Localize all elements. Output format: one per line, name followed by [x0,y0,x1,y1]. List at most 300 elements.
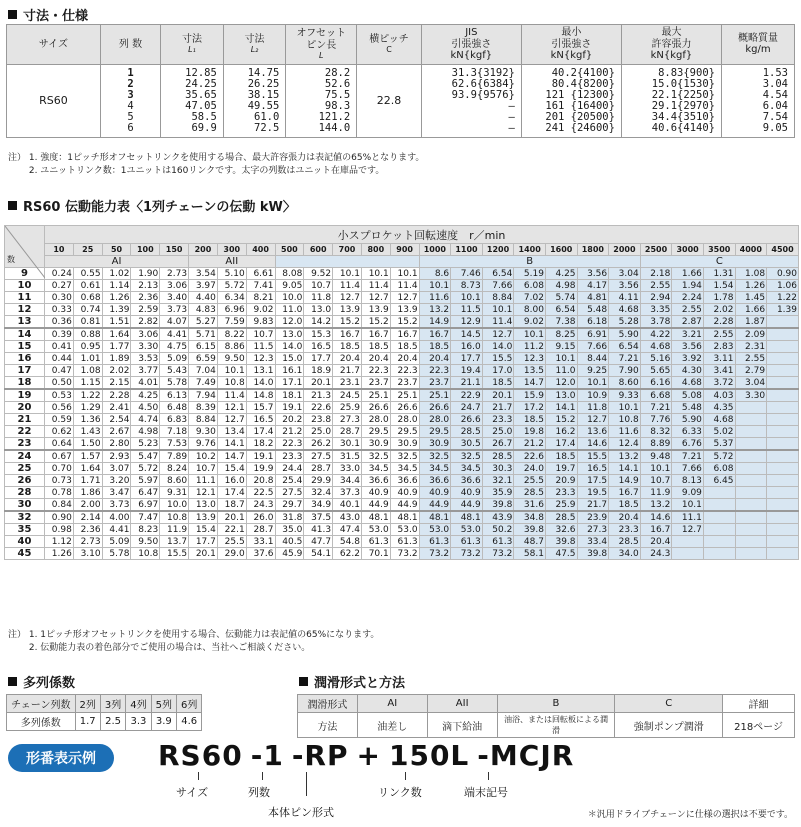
spec-l1-list [161,64,224,137]
capacity-value: 15.5 [160,548,189,560]
label-links: リンク数 [378,786,422,799]
capacity-value: 23.7 [361,377,390,390]
capacity-value: 22.3 [275,438,304,451]
capacity-value: 10.1 [640,463,672,475]
rpm-header: 300 [217,244,246,256]
spec-mass-value: 1.53 [762,66,788,79]
spec-mass-value: 9.05 [762,121,788,134]
capacity-value: 12.7 [482,328,514,341]
capacity-value: 3.54 [189,268,218,280]
capacity-value: 22.3 [390,365,419,377]
spec-max-value: 8.83{900} [658,66,715,79]
capacity-value: 16.0 [451,341,483,353]
capacity-value: 37.3 [333,487,362,499]
capacity-value: 6.33 [672,426,704,438]
capacity-value: 3.41 [703,365,735,377]
capacity-value: 18.5 [609,499,641,512]
capacity-value: 15.9 [514,389,546,402]
capacity-value: 2.09 [735,328,767,341]
spec-rows-list [100,64,160,137]
spec-max-value: 22.1{2250} [651,88,715,101]
capacity-value: 13.2 [640,499,672,512]
tooth-count: 18 [5,377,45,390]
capacity-value: 7.41 [246,280,275,292]
capacity-value: 0.27 [45,280,74,292]
col-mass: 概略質量 kg/m [721,25,794,65]
capacity-value: 0.55 [73,268,102,280]
rpm-header: 150 [160,244,189,256]
capacity-value: 20.1 [304,377,333,390]
capacity-row [5,426,799,438]
square-bullet-icon [8,10,17,19]
capacity-value: 73.2 [390,548,419,560]
spec-mass-list [721,64,794,137]
capacity-value: 10.1 [482,304,514,316]
capacity-value: 8.22 [217,328,246,341]
capacity-value: 1.66 [672,268,704,280]
capacity-value: 7.21 [609,353,641,365]
spec-jis-value: — [508,110,515,123]
capacity-value: 14.2 [304,316,333,329]
capacity-value: 29.5 [361,426,390,438]
col-dim2: 寸法 L₂ [223,25,286,65]
spec-l1-value: 69.9 [191,121,217,134]
model-code [158,739,574,772]
lubrication-table: 潤滑形式 AI AII B C 詳細 方法 油差し 滴下給油 油浴、または回転板による潤滑 強制ポンプ潤滑 218ページ [297,694,795,738]
capacity-value: 0.98 [45,524,74,536]
capacity-value: 30.9 [361,438,390,451]
col-min: 最小 引張強さ kN{kgf} [521,25,621,65]
capacity-value: 4.75 [160,341,189,353]
capacity-value: 2.36 [131,292,160,304]
capacity-value: 13.0 [189,499,218,512]
capacity-value: 18.5 [545,450,577,463]
capacity-value: 19.8 [514,426,546,438]
capacity-value [767,402,799,414]
capacity-value: 54.1 [304,548,333,560]
rpm-header: 100 [131,244,160,256]
capacity-value: 27.5 [304,450,333,463]
capacity-value: 37.5 [304,511,333,524]
model-part-pin: -RP [291,739,349,772]
capacity-value: 0.73 [45,475,74,487]
capacity-value: 14.6 [640,511,672,524]
capacity-value: 2.55 [640,280,672,292]
capacity-value: 40.5 [275,536,304,548]
spec-l2-value: 61.0 [254,110,280,123]
spec-min-list [521,64,621,137]
capacity-value: 9.76 [189,438,218,451]
rpm-header: 900 [390,244,419,256]
capacity-value: 5.78 [160,377,189,390]
capacity-value: 24.3 [246,499,275,512]
capacity-value: 13.1 [246,365,275,377]
capacity-value: 2.18 [640,268,672,280]
rpm-header: 800 [361,244,390,256]
capacity-value: 17.7 [451,353,483,365]
capacity-value: 4.22 [640,328,672,341]
rpm-header: 600 [304,244,333,256]
capacity-value: 2.55 [703,328,735,341]
capacity-value: 34.9 [304,499,333,512]
capacity-value: 36.6 [419,475,451,487]
capacity-value: 6.91 [577,328,609,341]
capacity-value: 0.36 [45,316,74,329]
capacity-value: 4.07 [160,316,189,329]
capacity-value: 31.6 [514,499,546,512]
capacity-value: 8.44 [577,353,609,365]
capacity-value: 8.25 [545,328,577,341]
capacity-value [767,463,799,475]
capacity-value: 2.14 [73,511,102,524]
capacity-value: 5.08 [672,389,704,402]
spec-note-1: 注） 1. 強度：1ピッチ形オフセットリンクを使用する場合、最大許容張力は表記値の65%となります。 [8,153,425,163]
capacity-value: 35.0 [275,524,304,536]
capacity-value: 0.41 [45,341,74,353]
capacity-value: 13.0 [304,304,333,316]
capacity-value: 48.1 [451,511,483,524]
capacity-value: 7.89 [160,450,189,463]
capacity-value: 1.31 [703,268,735,280]
rpm-header: 1200 [482,244,514,256]
capacity-value: 0.24 [45,268,74,280]
capacity-value: 13.0 [275,328,304,341]
rpm-header: 25 [73,244,102,256]
capacity-value: 30.3 [482,463,514,475]
capacity-value: 6.59 [189,353,218,365]
capacity-value: 18.7 [217,499,246,512]
model-part-end: -MCJR [477,739,575,772]
capacity-notes [8,629,379,655]
capacity-value: 3.56 [672,341,704,353]
capacity-value: 36.6 [451,475,483,487]
capacity-value: 9.83 [246,316,275,329]
capacity-value: 34.5 [419,463,451,475]
capacity-value: 3.92 [672,353,704,365]
capacity-value: 5.72 [217,280,246,292]
lubrication-group-header: AI [45,256,189,268]
capacity-value: 16.0 [217,475,246,487]
capacity-value: 47.7 [304,536,333,548]
spec-l2-value: 72.5 [254,121,280,134]
capacity-value: 43.9 [482,511,514,524]
capacity-value: 6.08 [703,463,735,475]
capacity-value: 16.5 [577,463,609,475]
capacity-value: 7.90 [609,365,641,377]
capacity-value: 0.90 [45,511,74,524]
capacity-value: 32.4 [304,487,333,499]
tooth-count: 10 [5,280,45,292]
rpm-header: 400 [246,244,275,256]
tooth-count: 15 [5,341,45,353]
capacity-value: 16.7 [609,487,641,499]
capacity-value: 9.02 [514,316,546,329]
capacity-value: 21.2 [275,426,304,438]
capacity-value: 14.8 [246,389,275,402]
capacity-value: 22.9 [451,389,483,402]
capacity-value: 22.3 [361,365,390,377]
capacity-value: 13.9 [189,511,218,524]
tick-pin [306,772,307,796]
capacity-value: 1.26 [102,292,131,304]
capacity-value: 3.73 [160,304,189,316]
capacity-value: 35.9 [482,487,514,499]
capacity-value: 5.72 [131,463,160,475]
capacity-value: 5.28 [609,316,641,329]
capacity-value [767,377,799,390]
capacity-value: 2.00 [73,499,102,512]
capacity-value: 13.2 [419,304,451,316]
lubrication-group-header: B [419,256,640,268]
capacity-value: 15.2 [545,414,577,426]
capacity-value: 16.7 [333,328,362,341]
capacity-value: 14.6 [577,438,609,451]
capacity-value: 23.3 [275,450,304,463]
capacity-value: 18.2 [246,438,275,451]
capacity-value: 3.78 [640,316,672,329]
capacity-value [767,426,799,438]
capacity-value: 11.4 [482,316,514,329]
capacity-value: 3.47 [102,487,131,499]
capacity-value: 3.06 [160,280,189,292]
capacity-value: 9.25 [577,365,609,377]
capacity-value: 1.78 [703,292,735,304]
capacity-value: 5.27 [189,316,218,329]
capacity-value: 23.1 [333,377,362,390]
capacity-value: 30.9 [419,438,451,451]
capacity-value: 48.1 [419,511,451,524]
capacity-value: 20.4 [419,353,451,365]
capacity-value: 2.73 [160,268,189,280]
capacity-value: 1.26 [45,548,74,560]
spec-l1-value: 35.65 [185,88,217,101]
capacity-value: 24.5 [333,389,362,402]
capacity-value: 0.84 [45,499,74,512]
capacity-value: 3.72 [703,377,735,390]
capacity-value: 17.2 [514,402,546,414]
capacity-value: 10.1 [451,292,483,304]
capacity-value: 2.82 [131,316,160,329]
capacity-value: 30.5 [451,438,483,451]
capacity-value: 4.41 [160,328,189,341]
capacity-value: 11.8 [577,402,609,414]
capacity-value: 28.7 [333,426,362,438]
spec-pitch: 22.8 [357,64,422,137]
capacity-value: 15.4 [217,463,246,475]
capacity-row [5,524,799,536]
capacity-value: 11.0 [545,365,577,377]
capacity-value: 7.66 [577,341,609,353]
corner-diagonal-icon [5,226,45,278]
col-rows: 列 数 [100,25,160,65]
spec-min-value: 80.4{8200} [551,77,615,90]
capacity-value: 1.54 [703,280,735,292]
capacity-value: 7.04 [189,365,218,377]
capacity-value: 10.1 [419,280,451,292]
capacity-value: 11.6 [419,292,451,304]
capacity-value: 13.2 [609,450,641,463]
capacity-value: 0.95 [73,341,102,353]
capacity-row [5,475,799,487]
tooth-count: 16 [5,353,45,365]
square-bullet-icon [299,677,308,686]
capacity-value: 1.77 [102,341,131,353]
capacity-value: 12.3 [514,353,546,365]
capacity-value: 10.1 [672,499,704,512]
capacity-value: 17.4 [545,438,577,451]
spec-rows-value: 1 [127,66,134,79]
capacity-value: 21.2 [514,438,546,451]
capacity-value: 10.8 [609,414,641,426]
capacity-value: 12.7 [390,292,419,304]
capacity-value: 2.94 [640,292,672,304]
capacity-value: 9.52 [304,268,333,280]
capacity-value: 17.7 [304,353,333,365]
capacity-value: 6.48 [160,402,189,414]
capacity-value [767,341,799,353]
model-part-size: RS60 [158,739,243,772]
capacity-value: 25.1 [390,389,419,402]
capacity-value: 18.5 [482,377,514,390]
capacity-value: 2.80 [102,438,131,451]
label-pin: 本体ピン形式 [268,806,334,819]
capacity-value: 4.74 [131,414,160,426]
capacity-value [703,487,735,499]
col-max: 最大 許容張力 kN{kgf} [621,25,721,65]
capacity-value: 3.06 [131,328,160,341]
capacity-value: 61.3 [419,536,451,548]
col-offset: オフセット ピン長 L [286,25,357,65]
capacity-value: 32.5 [419,450,451,463]
capacity-value: 16.7 [640,524,672,536]
capacity-value: 22.6 [514,450,546,463]
capacity-value: 4.68 [609,304,641,316]
spec-max-list [621,64,721,137]
capacity-value: 18.1 [275,389,304,402]
capacity-value: 11.6 [609,426,641,438]
capacity-value: 0.78 [45,487,74,499]
capacity-value: 45.9 [275,548,304,560]
rpm-header: 700 [333,244,362,256]
capacity-value: 3.04 [609,268,641,280]
capacity-value: 26.0 [246,511,275,524]
capacity-row [5,280,799,292]
capacity-value: 20.8 [246,475,275,487]
capacity-row [5,268,799,280]
capacity-value: 28.5 [609,536,641,548]
capacity-value: 24.3 [640,548,672,560]
multi-factor-table: チェーン列数 2列 3列 4列 5列 6列 多列係数 1.7 2.5 3.3 3.9 4.6 [6,694,202,731]
capacity-value: 2.67 [102,426,131,438]
spec-l1-value: 47.05 [185,99,217,112]
capacity-value: 28.0 [419,414,451,426]
capacity-value: 61.3 [451,536,483,548]
capacity-value: 3.40 [160,292,189,304]
capacity-value: 10.1 [577,377,609,390]
capacity-value [767,328,799,341]
capacity-value: 31.8 [275,511,304,524]
capacity-value: 11.1 [189,475,218,487]
capacity-value [767,511,799,524]
capacity-value: 34.4 [333,475,362,487]
spec-l2-value: 26.25 [247,77,280,90]
capacity-value: 12.9 [451,316,483,329]
capacity-value: 1.66 [735,304,767,316]
capacity-value: 8.84 [482,292,514,304]
capacity-row [5,341,799,353]
footnote: ＊汎用ドライブチェーンに仕様の選択は不要です。 [587,810,793,820]
capacity-value: 10.7 [640,475,672,487]
capacity-value: 15.0 [275,353,304,365]
spec-jis-value: 93.9{9576} [451,88,515,101]
capacity-value: 8.6 [419,268,451,280]
tick-size [198,772,199,780]
capacity-value: 7.94 [189,389,218,402]
capacity-value: 18.5 [361,341,390,353]
spec-l1-value: 24.25 [185,77,217,90]
capacity-value: 10.8 [217,377,246,390]
capacity-value: 14.9 [419,316,451,329]
col-size: サイズ [7,25,101,65]
capacity-value: 5.10 [217,268,246,280]
capacity-value [703,524,735,536]
capacity-value: 26.2 [304,438,333,451]
capacity-value: 10.0 [160,499,189,512]
capacity-value: 6.61 [246,268,275,280]
capacity-value: 20.1 [189,548,218,560]
spec-min-value: 201 {20500} [545,110,615,123]
capacity-value: 12.7 [672,524,704,536]
capacity-value: 29.0 [217,548,246,560]
capacity-value: 7.38 [545,316,577,329]
capacity-value: 19.9 [246,463,275,475]
capacity-value: 15.7 [246,402,275,414]
capacity-value: 3.97 [189,280,218,292]
capacity-value: 16.7 [361,328,390,341]
col-jis: JIS 引張強さ kN{kgf} [421,25,521,65]
capacity-value: 10.1 [217,365,246,377]
capacity-value: 20.4 [361,353,390,365]
capacity-value: 13.6 [577,426,609,438]
capacity-value: 41.3 [304,524,333,536]
capacity-value: 7.53 [160,438,189,451]
capacity-value: 32.6 [545,524,577,536]
capacity-value: 28.5 [482,450,514,463]
capacity-value: 12.1 [217,402,246,414]
capacity-value: 17.7 [189,536,218,548]
capacity-value [735,402,767,414]
capacity-value: 23.7 [390,377,419,390]
capacity-value: 11.4 [361,280,390,292]
capacity-value: 36.6 [361,475,390,487]
spec-rows-value: 3 [127,88,134,101]
capacity-value: 14.1 [217,438,246,451]
capacity-value: 2.31 [735,341,767,353]
capacity-value: 2.28 [703,316,735,329]
capacity-value: 1.71 [73,475,102,487]
capacity-value: 12.1 [189,487,218,499]
capacity-value: 0.33 [45,304,74,316]
capacity-value: 13.9 [333,304,362,316]
spec-note-2: 2. ユニットリンク数：1ユニットは160リンクです。太字の列数はユニット在庫品です。 [8,166,385,176]
capacity-value: 61.3 [361,536,390,548]
capacity-value: 2.28 [102,389,131,402]
capacity-value: 8.24 [160,463,189,475]
capacity-value: 6.45 [703,475,735,487]
capacity-value: 3.11 [703,353,735,365]
capacity-value: 13.7 [160,536,189,548]
capacity-value: 1.87 [735,316,767,329]
